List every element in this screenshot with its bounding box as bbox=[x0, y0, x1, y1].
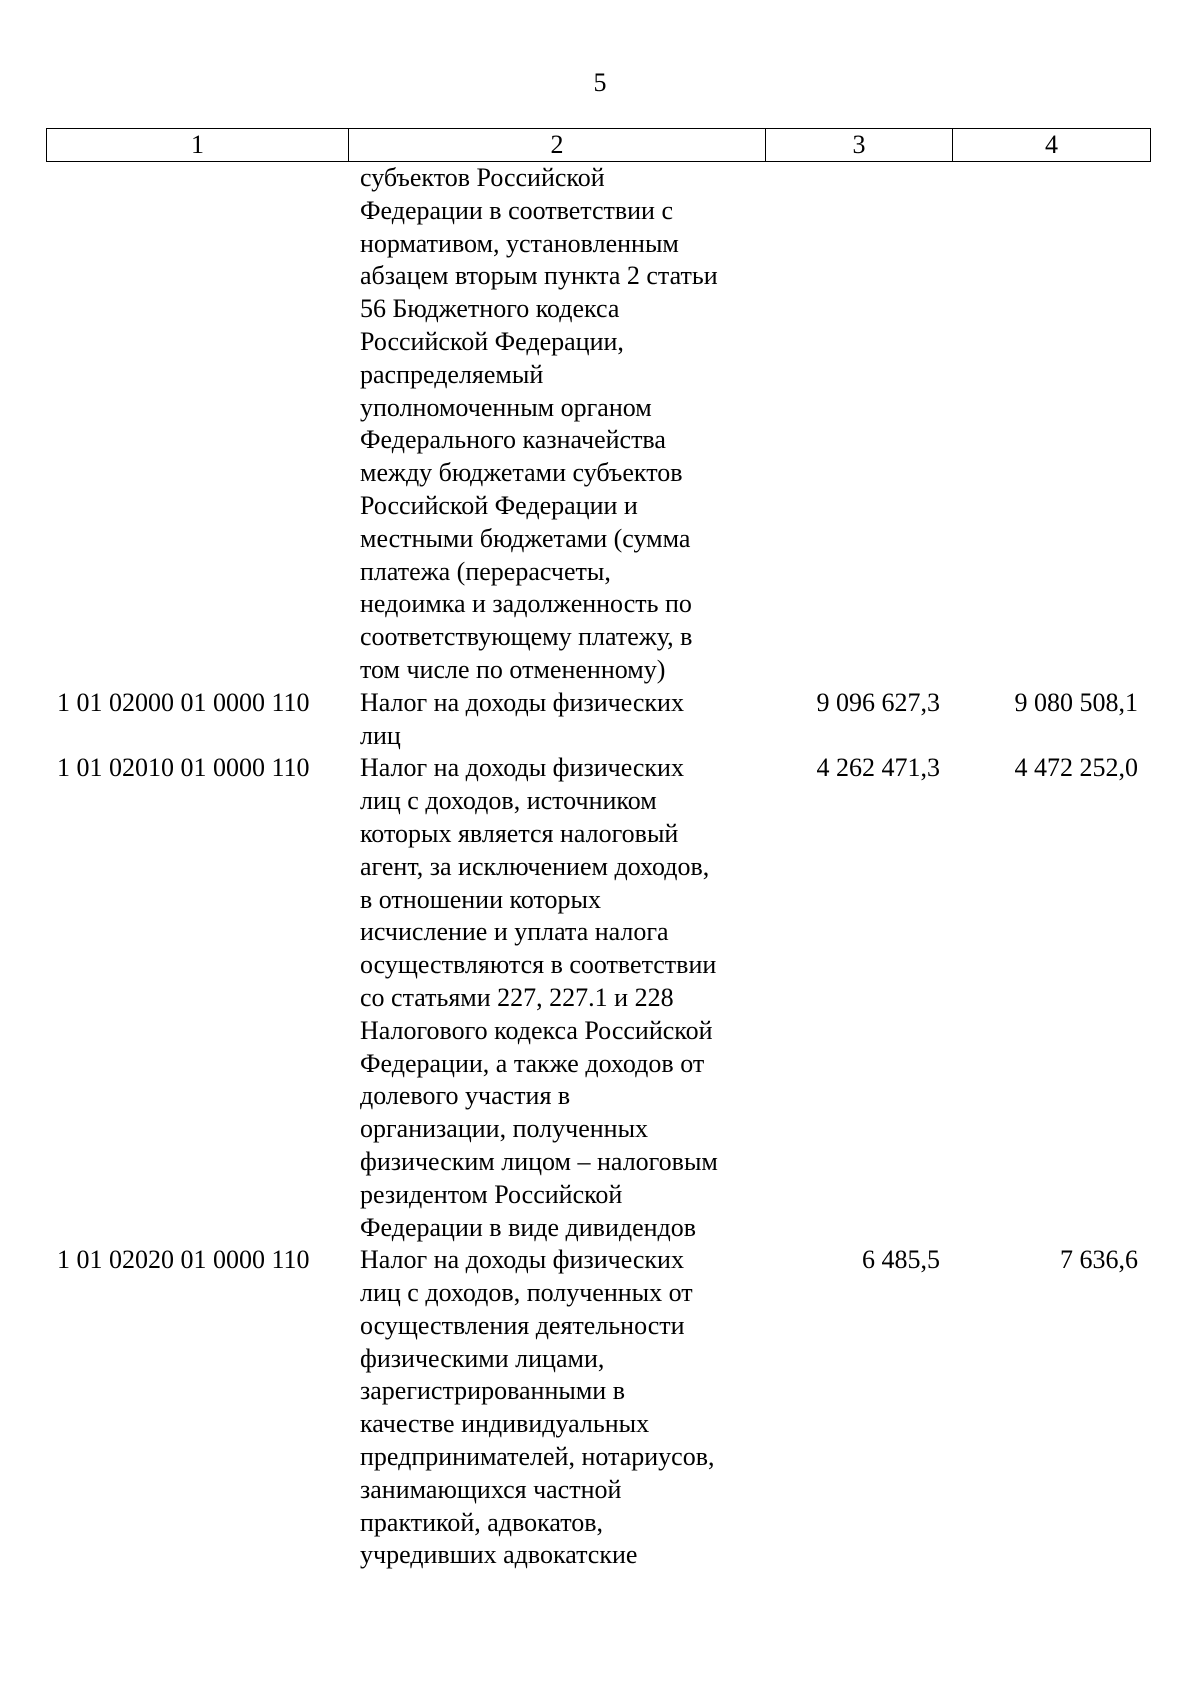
income-name-line: со статьями 227, 227.1 и 228 bbox=[360, 982, 674, 1012]
income-name-line: лиц bbox=[360, 720, 401, 750]
income-name-line: лиц с доходов, полученных от bbox=[360, 1278, 693, 1308]
income-name-line: Налог на доходы физических bbox=[360, 1245, 684, 1275]
table-row bbox=[46, 1244, 1150, 1572]
income-name-cell bbox=[348, 752, 765, 1244]
table-row bbox=[46, 687, 1150, 753]
income-name-line: местными бюджетами (сумма bbox=[360, 523, 691, 553]
income-name-line: Налог на доходы физических bbox=[360, 687, 684, 717]
income-name-line: Российской Федерации и bbox=[360, 490, 638, 520]
income-name-line: физическими лицами, bbox=[360, 1343, 605, 1373]
table-row bbox=[46, 752, 1150, 1244]
income-name-line: исчисление и уплата налога bbox=[360, 917, 669, 947]
amount-col3-cell: 6 485,5 bbox=[862, 1245, 940, 1275]
income-name-line: осуществляются в соответствии bbox=[360, 950, 717, 980]
column-header-2: 2 bbox=[349, 129, 766, 162]
income-name-line: недоимка и задолженность по bbox=[360, 589, 692, 619]
page-number: 5 bbox=[593, 68, 607, 97]
income-name-line: Налог на доходы физических bbox=[360, 753, 684, 783]
income-name-line: физическим лицом – налоговым bbox=[360, 1146, 718, 1176]
income-name-line: практикой, адвокатов, bbox=[360, 1507, 604, 1537]
income-name-line: агент, за исключением доходов, bbox=[360, 851, 710, 881]
amount-col3-cell: 9 096 627,3 bbox=[816, 687, 940, 717]
income-name-line: в отношении которых bbox=[360, 884, 601, 914]
income-name-line: Федерального казначейства bbox=[360, 425, 666, 455]
income-name-line: 56 Бюджетного кодекса bbox=[360, 294, 620, 324]
column-header-1: 1 bbox=[47, 129, 349, 162]
income-code-cell: 1 01 02010 01 0000 110 bbox=[57, 753, 310, 783]
column-header-3: 3 bbox=[766, 129, 953, 162]
income-name-cell bbox=[348, 687, 765, 753]
income-name-line: нормативом, установленным bbox=[360, 228, 679, 258]
income-name-line: Налогового кодекса Российской bbox=[360, 1015, 713, 1045]
income-name-line: учредивших адвокатские bbox=[360, 1540, 638, 1570]
income-name-line: осуществления деятельности bbox=[360, 1310, 685, 1340]
column-header-row bbox=[47, 129, 1151, 162]
income-name-line: том числе по отмененному) bbox=[360, 654, 666, 684]
amount-col4-cell: 7 636,6 bbox=[1060, 1245, 1138, 1275]
income-name-line: между бюджетами субъектов bbox=[360, 458, 683, 488]
income-name-line: зарегистрированными в bbox=[360, 1376, 625, 1406]
income-name-line: уполномоченным органом bbox=[360, 392, 652, 422]
table-body bbox=[46, 162, 1150, 1572]
amount-col4-cell: 4 472 252,0 bbox=[1014, 753, 1138, 783]
income-name-line: долевого участия в bbox=[360, 1081, 571, 1111]
income-name-line: Федерации, а также доходов от bbox=[360, 1048, 705, 1078]
income-name-cell bbox=[348, 162, 765, 687]
income-name-line: организации, полученных bbox=[360, 1114, 649, 1144]
income-name-line: занимающихся частной bbox=[360, 1474, 622, 1504]
column-header-4: 4 bbox=[953, 129, 1151, 162]
income-name-line: Федерации в виде дивидендов bbox=[360, 1212, 697, 1242]
income-name-line: субъектов Российской bbox=[360, 163, 605, 192]
income-name-line: абзацем вторым пункта 2 статьи bbox=[360, 261, 718, 291]
income-name-line: распределяемый bbox=[360, 359, 544, 389]
amount-col3-cell: 4 262 471,3 bbox=[816, 753, 940, 783]
income-name-line: резидентом Российской bbox=[360, 1179, 623, 1209]
income-name-line: качестве индивидуальных bbox=[360, 1409, 650, 1439]
table-row bbox=[46, 162, 1150, 687]
income-name-line: соответствующему платежу, в bbox=[360, 622, 693, 652]
income-name-line: лиц с доходов, источником bbox=[360, 786, 657, 816]
income-name-line: Федерации в соответствии с bbox=[360, 195, 674, 225]
income-code-cell: 1 01 02000 01 0000 110 bbox=[57, 687, 310, 717]
income-code-cell: 1 01 02020 01 0000 110 bbox=[57, 1245, 310, 1275]
income-name-line: Российской Федерации, bbox=[360, 326, 624, 356]
income-name-line: предпринимателей, нотариусов, bbox=[360, 1442, 715, 1472]
income-name-line: которых является налоговый bbox=[360, 818, 679, 848]
amount-col4-cell: 9 080 508,1 bbox=[1014, 687, 1138, 717]
income-name-line: платежа (перерасчеты, bbox=[360, 556, 611, 586]
income-name-cell bbox=[348, 1244, 765, 1572]
column-header-table bbox=[46, 128, 1151, 162]
